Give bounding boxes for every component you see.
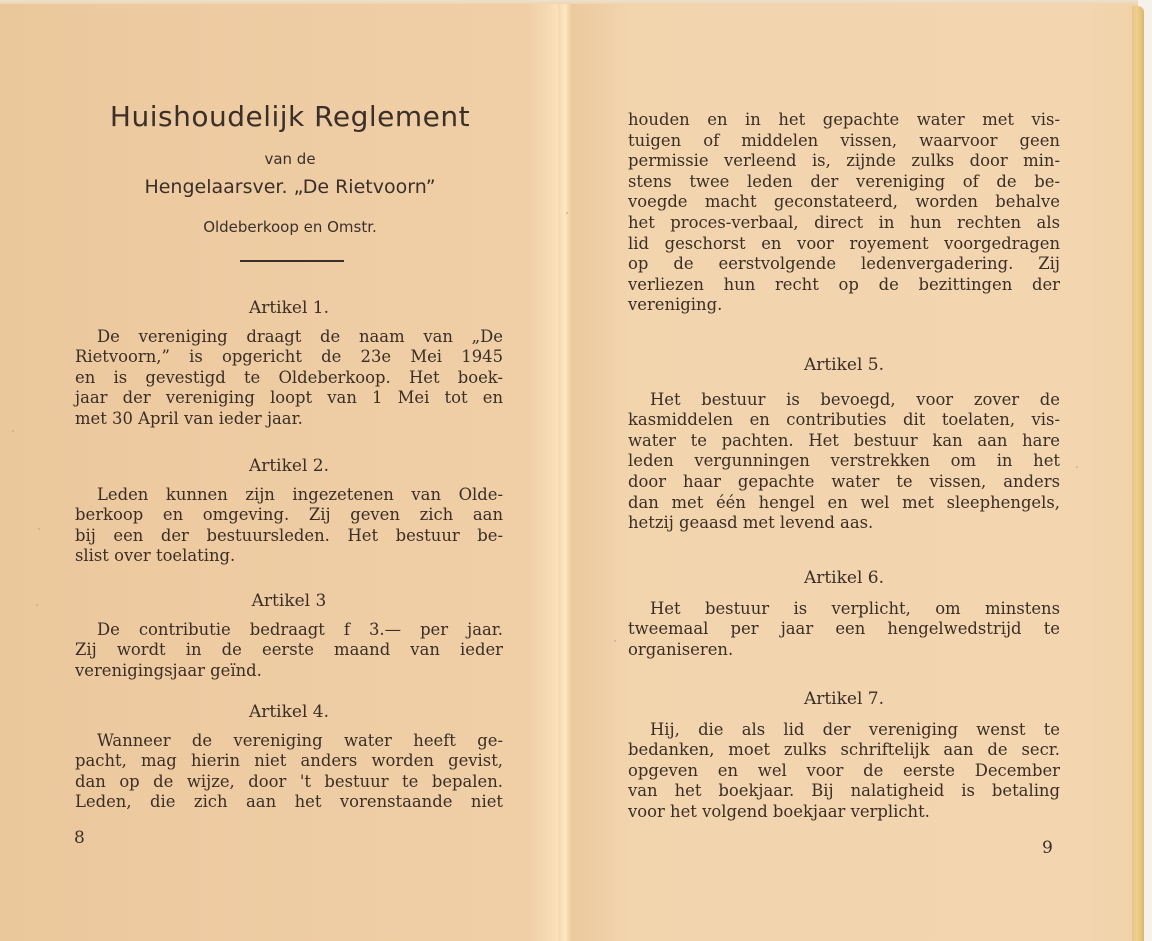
background bbox=[1144, 0, 1152, 941]
subtitle-van-de: van de bbox=[264, 150, 316, 168]
text-line: opgeven en wel voor de eerste December bbox=[628, 760, 1060, 780]
paper-speck bbox=[38, 528, 40, 530]
text-line: en is gevestigd te Oldeberkoop. Het boek- bbox=[75, 367, 503, 387]
article-2 bbox=[75, 456, 503, 567]
article-text bbox=[628, 110, 1060, 316]
text-line: organiseren. bbox=[628, 639, 734, 659]
article-text bbox=[75, 620, 503, 682]
page-number-right: 9 bbox=[1042, 838, 1053, 858]
article-6 bbox=[628, 568, 1060, 660]
text-line: lid geschorst en voor royement voorgedragen bbox=[628, 233, 1060, 253]
text-line: Leden kunnen zijn ingezetenen van Olde- bbox=[97, 484, 503, 504]
article-heading: Artikel 2. bbox=[248, 456, 330, 476]
paper-speck bbox=[1076, 466, 1078, 468]
divider-rule bbox=[240, 260, 344, 262]
article-text bbox=[75, 485, 503, 567]
text-line: pacht, mag hierin niet anders worden gevist, bbox=[75, 751, 503, 771]
text-line: water te pachten. Het bestuur kan aan hare bbox=[628, 430, 1060, 450]
text-line: Het bestuur is bevoegd, voor zover de bbox=[650, 389, 1060, 409]
page-edge bbox=[1132, 6, 1144, 941]
text-line: leden vergunningen verstrekken om in het bbox=[628, 451, 1060, 471]
text-line: stens twee leden der vereniging of de be- bbox=[628, 171, 1060, 191]
text-line: dan op de wijze, door 't bestuur te bepalen. bbox=[75, 771, 503, 791]
document-title: Huishoudelijk Reglement bbox=[109, 100, 471, 133]
article-5 bbox=[628, 355, 1060, 534]
paper-speck bbox=[36, 604, 38, 606]
text-line: Het bestuur is verplicht, om minstens bbox=[650, 598, 1060, 618]
text-line: voegde macht geconstateerd, worden behalve bbox=[628, 192, 1060, 212]
text-line: verenigingsjaar geïnd. bbox=[75, 660, 262, 680]
text-line: door haar gepachte water te vissen, anders bbox=[628, 471, 1060, 491]
text-line: Zij wordt in de eerste maand van ieder bbox=[75, 640, 503, 660]
text-line: De contributie bedraagt f 3.— per jaar. bbox=[97, 619, 503, 639]
text-line: houden en in het gepachte water met vis- bbox=[628, 110, 1060, 129]
article-3 bbox=[75, 591, 503, 681]
text-line: slist over toelating. bbox=[75, 546, 236, 566]
text-line: verliezen hun recht op de bezittingen der bbox=[628, 274, 1060, 294]
association-name: Hengelaarsver. „De Rietvoorn” bbox=[144, 176, 436, 198]
paper-speck bbox=[566, 212, 568, 214]
article-text bbox=[75, 327, 503, 430]
article-4 bbox=[75, 702, 503, 813]
article-heading: Artikel 4. bbox=[248, 702, 330, 722]
article-text bbox=[628, 720, 1060, 823]
text-line: kasmiddelen en contributies dit toelaten, vis- bbox=[628, 410, 1060, 430]
article-heading: Artikel 6. bbox=[803, 568, 885, 588]
text-line: vereniging. bbox=[628, 295, 723, 315]
text-line: tuigen of middelen vissen, waarvoor geen bbox=[628, 130, 1060, 150]
text-line: hetzij geaasd met levend aas. bbox=[628, 513, 874, 533]
association-location: Oldeberkoop en Omstr. bbox=[203, 218, 377, 236]
text-line: Leden, die zich aan het vorenstaande niet bbox=[75, 792, 503, 812]
article-text bbox=[628, 390, 1060, 534]
text-line: tweemaal per jaar een hengelwedstrijd te bbox=[628, 619, 1060, 639]
article-text bbox=[628, 599, 1060, 661]
text-line: jaar der vereniging loopt van 1 Mei tot en bbox=[75, 388, 503, 408]
text-line: Rietvoorn,” is opgericht de 23e Mei 1945 bbox=[75, 347, 503, 367]
article-heading: Artikel 1. bbox=[248, 298, 330, 318]
text-line: met 30 April van ieder jaar. bbox=[75, 408, 303, 428]
text-line: De vereniging draagt de naam van „De bbox=[97, 326, 503, 346]
article-heading: Artikel 3 bbox=[251, 591, 327, 611]
text-line: bedanken, moet zulks schriftelijk aan de secr. bbox=[628, 740, 1060, 760]
article-text bbox=[75, 731, 503, 813]
page-top-edge bbox=[0, 0, 1138, 4]
text-line: van het boekjaar. Bij nalatigheid is betaling bbox=[628, 781, 1060, 801]
paper-speck bbox=[614, 640, 616, 642]
paper-speck bbox=[12, 430, 14, 432]
article-1 bbox=[75, 298, 503, 430]
article-4-continued bbox=[628, 110, 1060, 316]
text-line: het proces-verbaal, direct in hun rechten als bbox=[628, 212, 1060, 232]
text-line: voor het volgend boekjaar verplicht. bbox=[628, 801, 930, 821]
text-line: berkoop en omgeving. Zij geven zich aan bbox=[75, 505, 503, 525]
page-number-left: 8 bbox=[74, 828, 85, 848]
article-7 bbox=[628, 689, 1060, 823]
text-line: bij een der bestuursleden. Het bestuur be- bbox=[75, 525, 503, 545]
article-heading: Artikel 5. bbox=[803, 355, 885, 375]
article-heading: Artikel 7. bbox=[803, 689, 885, 709]
text-line: Hij, die als lid der vereniging wenst te bbox=[650, 719, 1060, 739]
text-line: permissie verleend is, zijnde zulks door min- bbox=[628, 151, 1060, 171]
text-line: Wanneer de vereniging water heeft ge- bbox=[97, 730, 503, 750]
text-line: op de eerstvolgende ledenvergadering. Zij bbox=[628, 254, 1060, 274]
text-line: dan met één hengel en wel met sleephengels, bbox=[628, 492, 1060, 512]
